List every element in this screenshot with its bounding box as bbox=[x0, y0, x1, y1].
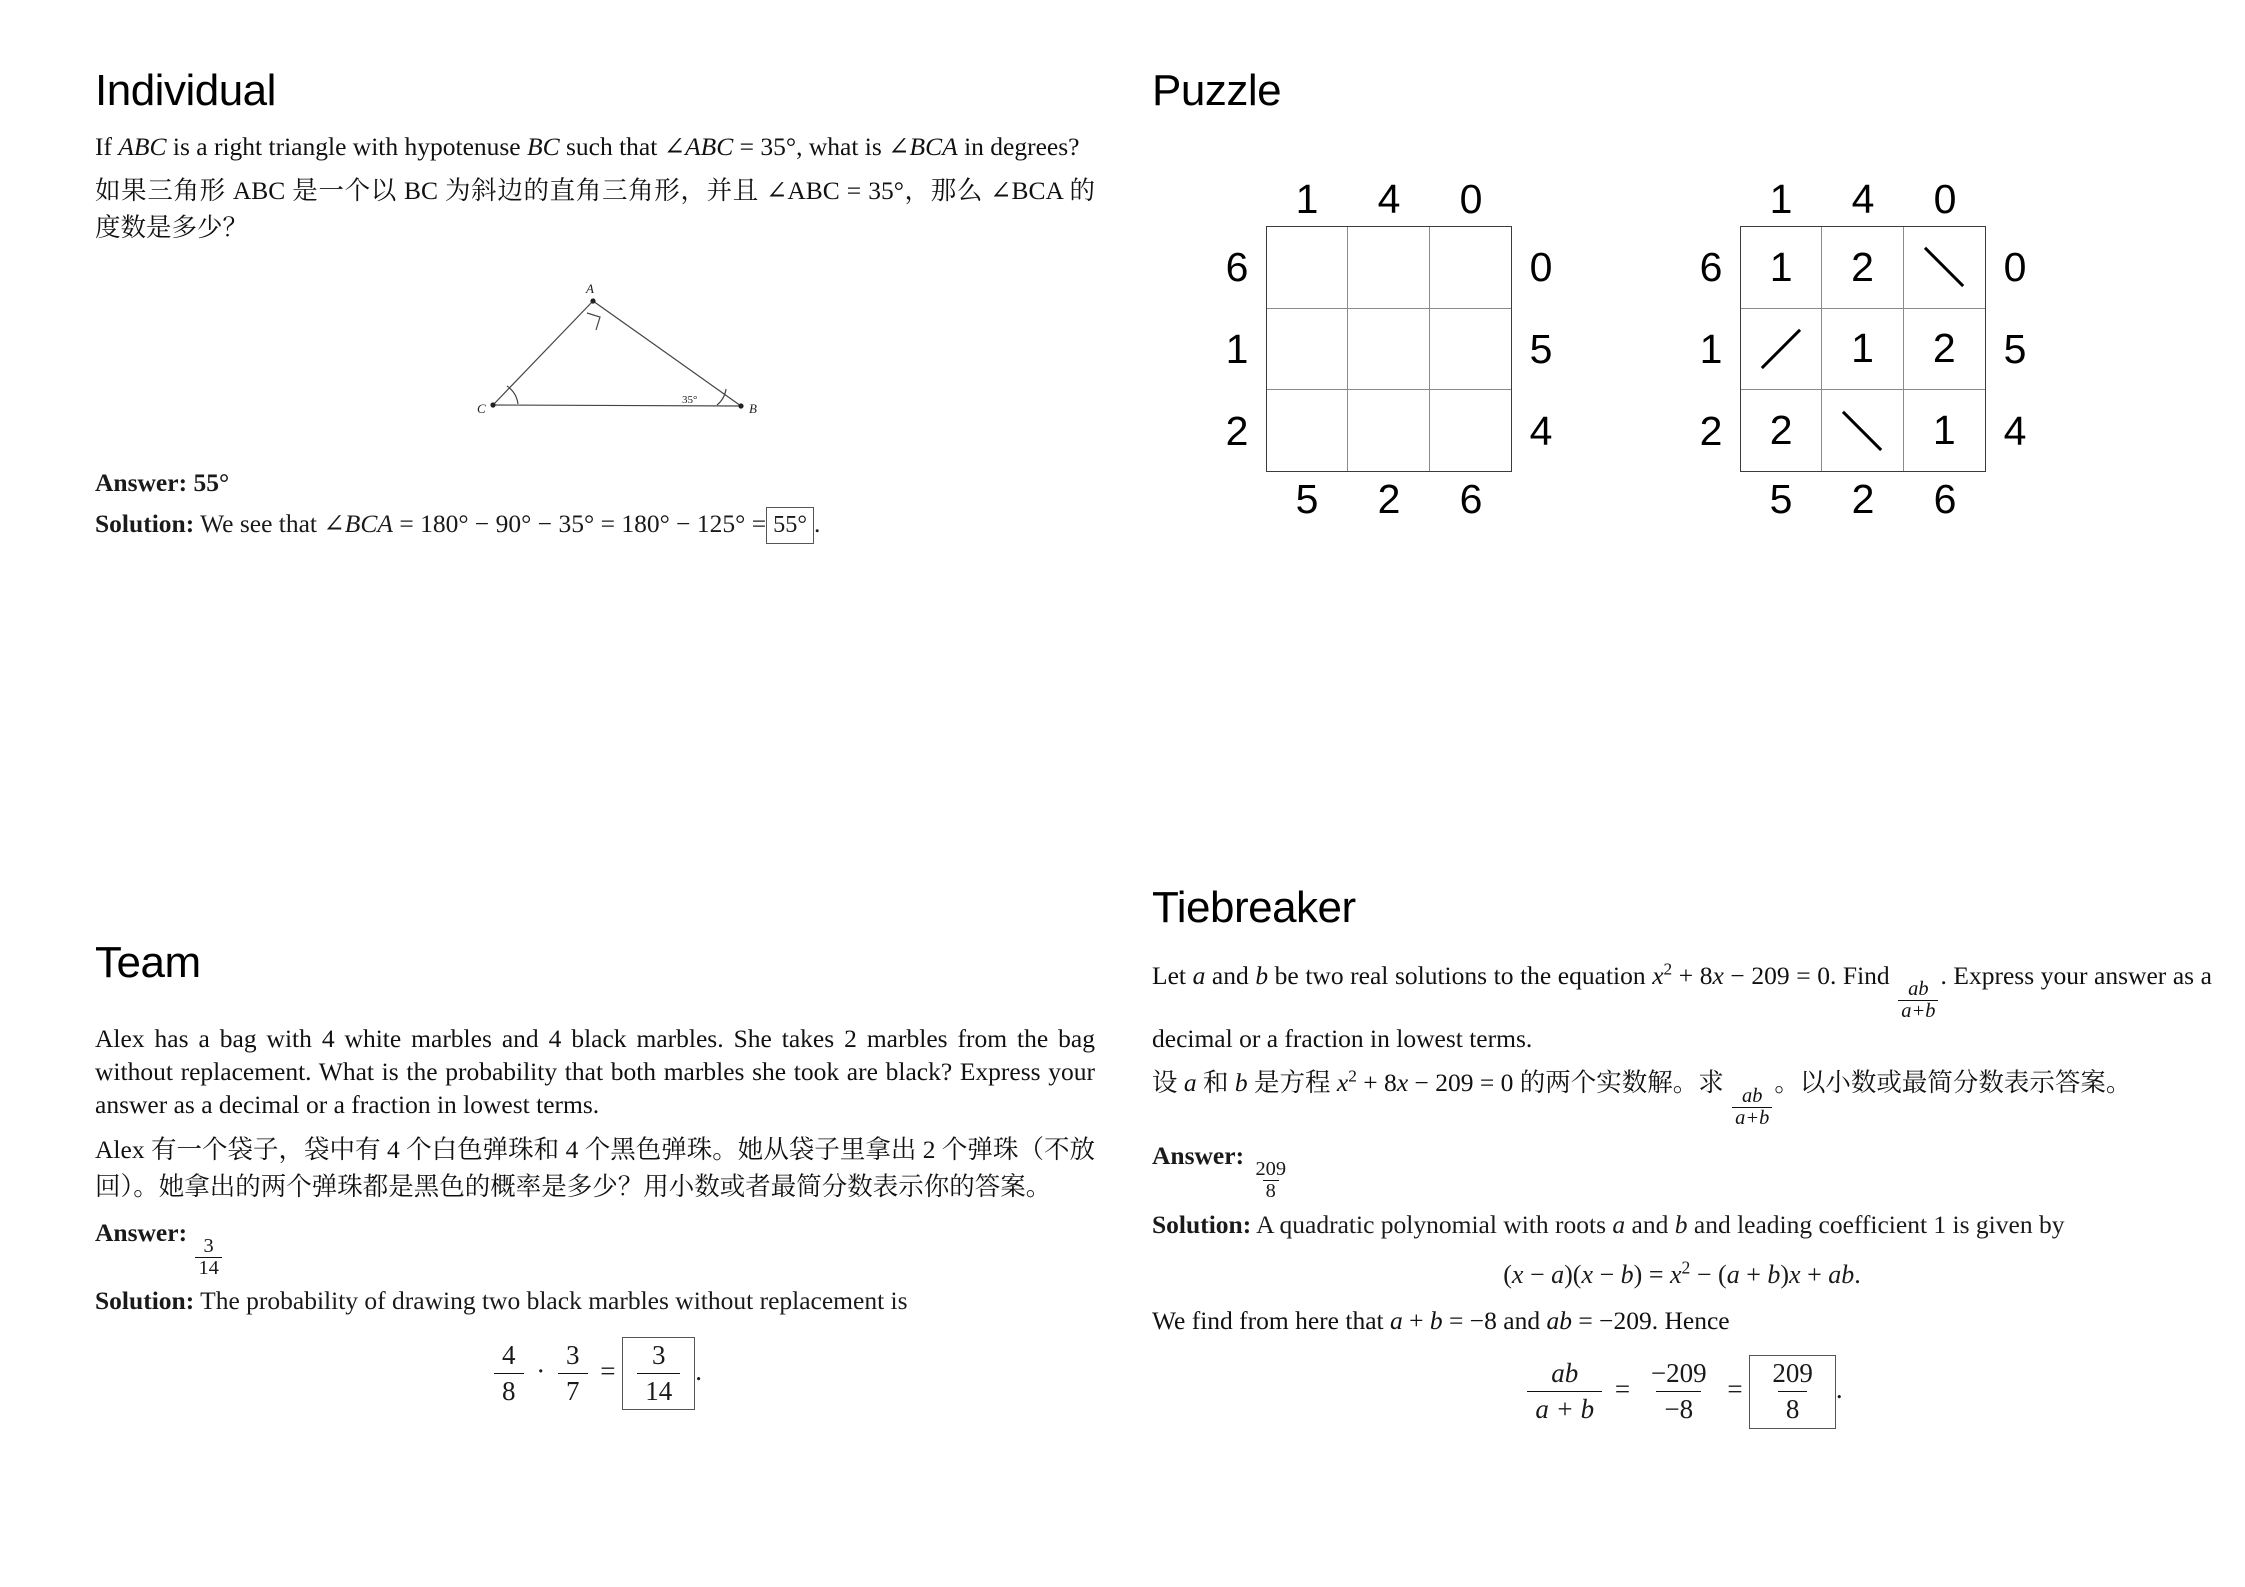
blank-left-clue-1: 1 bbox=[1225, 325, 1249, 372]
tiebreaker-heading: Tiebreaker bbox=[1152, 883, 1356, 932]
solved-right-clues bbox=[2004, 226, 2027, 472]
team-answer-den: 14 bbox=[195, 1257, 221, 1279]
team-solution-text: The probability of drawing two black marbles without replacement is bbox=[200, 1286, 908, 1316]
solved-cell-2-0[interactable]: 2 bbox=[1741, 390, 1822, 471]
blank-cell-0-0[interactable] bbox=[1267, 227, 1348, 308]
tiebreaker-eq-mid bbox=[1643, 1358, 1715, 1425]
blank-right-clue-2: 4 bbox=[1529, 407, 1553, 454]
team-eq-f1-den: 8 bbox=[494, 1373, 524, 1407]
individual-solution-line bbox=[95, 507, 1095, 544]
solved-bottom-clue-1: 2 bbox=[1851, 475, 1875, 522]
solved-cell-2-2[interactable]: 1 bbox=[1932, 407, 1956, 454]
team-problem-en: Alex has a bag with 4 white marbles and 4 black marbles. She takes 2 marbles from the bag without replacement. What is the probability that both marbles she took are black? Express your answer as a decimal or a fraction in lowest terms. bbox=[95, 1024, 1095, 1120]
team-answer-fraction bbox=[195, 1236, 221, 1279]
tiebreaker-eq-period: . bbox=[1835, 1374, 1843, 1405]
tiebreaker-problem-zh: 设 a 和 b 是方程 $x^2 + 8x - 209 = 0$ 的两个实数解。求 $\frac{ab}{a+b}$ 。以小数或最简分数表示答案。 bbox=[1152, 1066, 2132, 1130]
team-eq-equals: = bbox=[600, 1355, 616, 1386]
triangle-label-b: B bbox=[749, 401, 757, 417]
individual-answer-line bbox=[95, 466, 1095, 500]
tiebreaker-eq-equals-1: = bbox=[1614, 1374, 1631, 1405]
blank-cell-2-2[interactable] bbox=[1430, 390, 1511, 471]
individual-solution-period: . bbox=[814, 508, 821, 538]
blank-cell-2-0[interactable] bbox=[1267, 390, 1348, 471]
tiebreaker-problem-en: Let a and b be two real solutions to the equation $x^2 + 8x - 209 = 0$. Find $\frac{ab}{a+b}$ . Express your answer as a decimal or a fraction in lowest terms. bbox=[1152, 959, 2212, 1054]
solved-right-clue-0: 0 bbox=[2003, 243, 2027, 290]
tiebreaker-inline-frac: $\frac{ab}{a+b}$ bbox=[1898, 979, 1938, 1022]
tiebreaker-display-eq-2 bbox=[1152, 1355, 2212, 1428]
solved-left-clue-2: 2 bbox=[1699, 407, 1723, 454]
tiebreaker-answer-label: Answer: bbox=[1152, 1141, 1245, 1171]
team-eq-frac2 bbox=[558, 1340, 588, 1407]
individual-solution-text: We see that bbox=[200, 508, 318, 538]
solved-cell-0-2[interactable] bbox=[1904, 227, 1985, 308]
team-answer-label: Answer: bbox=[95, 1217, 188, 1247]
puzzle-solved-grid bbox=[1682, 172, 2044, 526]
individual-answer-label: Answer: bbox=[95, 468, 188, 498]
team-eq-result-den: 14 bbox=[637, 1373, 680, 1407]
blank-cell-1-1[interactable] bbox=[1348, 309, 1429, 390]
solved-cell-0-0[interactable]: 1 bbox=[1741, 227, 1822, 308]
tiebreaker-eq-result-den: 8 bbox=[1778, 1391, 1808, 1425]
individual-solution-label: Solution: bbox=[95, 508, 195, 538]
blank-top-clues bbox=[1266, 175, 1512, 222]
solved-top-clue-1: 4 bbox=[1851, 175, 1875, 222]
blank-left-clue-2: 2 bbox=[1225, 407, 1249, 454]
blank-cell-0-2[interactable] bbox=[1430, 227, 1511, 308]
blank-cell-0-1[interactable] bbox=[1348, 227, 1429, 308]
tiebreaker-solution-line-1 bbox=[1152, 1208, 2212, 1242]
solved-bottom-clue-0: 5 bbox=[1769, 475, 1793, 522]
blank-top-clue-0: 1 bbox=[1295, 175, 1319, 222]
solved-left-clue-0: 6 bbox=[1699, 243, 1723, 290]
puzzle-grids bbox=[1152, 172, 2212, 526]
solved-right-clue-2: 4 bbox=[2003, 407, 2027, 454]
team-answer-line bbox=[95, 1216, 1095, 1279]
blank-cell-1-0[interactable] bbox=[1267, 309, 1348, 390]
blank-top-clue-2: 0 bbox=[1459, 175, 1483, 222]
team-eq-f1-num: 4 bbox=[502, 1339, 516, 1370]
tiebreaker-inline-frac-zh: $\frac{ab}{a+b}$ bbox=[1732, 1086, 1772, 1129]
triangle-figure bbox=[95, 273, 1095, 458]
solved-top-clue-2: 0 bbox=[1933, 175, 1957, 222]
tiebreaker-eq-mid-num: −209 bbox=[1650, 1358, 1707, 1389]
tiebreaker-display-eq-1: $(x - a)(x - b) = x^2 - (a + b)x$ + ab. bbox=[1503, 1257, 1861, 1290]
team-eq-period: . bbox=[695, 1355, 702, 1386]
solved-cell-1-1[interactable]: 1 bbox=[1822, 309, 1903, 390]
triangle-label-a: A bbox=[586, 281, 594, 297]
tiebreaker-answer-fraction bbox=[1252, 1159, 1289, 1202]
individual-problem-en: If ABC is a right triangle with hypotenuse BC such that ∠ABC = 35°, what is ∠BCA in degrees? bbox=[95, 132, 1080, 162]
section-team bbox=[95, 940, 1095, 1420]
tiebreaker-solution-text-1: A quadratic polynomial with roots a and b and leading coefficient 1 is given by bbox=[1256, 1209, 2065, 1239]
team-eq-f2-num: 3 bbox=[566, 1339, 580, 1370]
solved-cell-0-1[interactable]: 2 bbox=[1822, 227, 1903, 308]
solved-cell-2-1[interactable] bbox=[1822, 390, 1903, 471]
backslash-icon bbox=[1842, 410, 1882, 450]
tiebreaker-eq-equals-2: = bbox=[1727, 1374, 1743, 1405]
team-display-equation bbox=[95, 1337, 1095, 1410]
tiebreaker-solution-text-2: We find from here that a + b = −8 and ab = −209. Hence bbox=[1152, 1306, 1730, 1336]
team-solution-line bbox=[95, 1284, 1095, 1318]
team-solution-label: Solution: bbox=[95, 1286, 195, 1316]
blank-cell-1-2[interactable] bbox=[1430, 309, 1511, 390]
blank-left-clues bbox=[1226, 226, 1249, 472]
solved-cell-1-2[interactable]: 2 bbox=[1904, 309, 1985, 390]
individual-heading: Individual bbox=[95, 66, 276, 115]
tiebreaker-answer-line bbox=[1152, 1139, 2212, 1202]
individual-solution-expr: ∠BCA = 180° − 90° − 35° = 180° − 125° = bbox=[323, 508, 767, 538]
tiebreaker-eq-result-frac bbox=[1764, 1358, 1821, 1425]
team-eq-f2-den: 7 bbox=[558, 1373, 588, 1407]
solved-left-clue-1: 1 bbox=[1699, 325, 1723, 372]
tiebreaker-answer-num: 209 bbox=[1255, 1158, 1287, 1181]
blank-right-clues bbox=[1530, 226, 1553, 472]
blank-cell-2-1[interactable] bbox=[1348, 390, 1429, 471]
solved-top-clues bbox=[1740, 175, 1986, 222]
team-eq-boxed-result bbox=[622, 1337, 695, 1410]
tiebreaker-solution-label: Solution: bbox=[1152, 1209, 1252, 1239]
blank-bottom-clue-2: 6 bbox=[1459, 475, 1483, 522]
tiebreaker-eq-lhs bbox=[1527, 1358, 1602, 1425]
section-tiebreaker bbox=[1152, 885, 2212, 1439]
label-bc: BC bbox=[527, 132, 560, 162]
team-answer-num: 3 bbox=[203, 1234, 214, 1257]
blank-top-clue-1: 4 bbox=[1377, 175, 1401, 222]
team-problem-zh: Alex 有一个袋子，袋中有 4 个白色弹珠和 4 个黑色弹珠。她从袋子里拿出 2 个弹珠（不放回）。她拿出的两个弹珠都是黑色的概率是多少？用小数或者最简分数表示你的答案。 bbox=[95, 1134, 1095, 1201]
blank-bottom-clues bbox=[1266, 475, 1512, 522]
section-puzzle bbox=[1152, 68, 2212, 526]
tiebreaker-eq-boxed-result bbox=[1749, 1355, 1836, 1428]
blank-grid-body[interactable] bbox=[1266, 226, 1512, 472]
triangle-svg bbox=[385, 273, 805, 458]
puzzle-blank-grid bbox=[1208, 172, 1570, 526]
tiebreaker-answer-den: 8 bbox=[1263, 1180, 1279, 1202]
individual-answer-value: 55° bbox=[193, 468, 230, 498]
solved-bottom-clue-2: 6 bbox=[1933, 475, 1957, 522]
forwardslash-icon bbox=[1761, 328, 1801, 368]
blank-bottom-clue-0: 5 bbox=[1295, 475, 1319, 522]
team-eq-result-frac bbox=[637, 1340, 680, 1407]
tiebreaker-eq-mid-den: −8 bbox=[1656, 1391, 1701, 1425]
triangle-angle-label: 35° bbox=[682, 394, 698, 407]
individual-boxed-answer: 55° bbox=[766, 507, 814, 544]
solved-grid-body[interactable] bbox=[1740, 226, 1986, 472]
blank-bottom-clue-1: 2 bbox=[1377, 475, 1401, 522]
label-abc: ABC bbox=[118, 132, 167, 162]
solved-left-clues bbox=[1700, 226, 1723, 472]
section-individual bbox=[95, 68, 1095, 548]
solved-top-clue-0: 1 bbox=[1769, 175, 1793, 222]
blank-right-clue-1: 5 bbox=[1529, 325, 1553, 372]
solved-right-clue-1: 5 bbox=[2003, 325, 2027, 372]
tiebreaker-eq-result-num: 209 bbox=[1772, 1358, 1813, 1389]
team-heading: Team bbox=[95, 938, 201, 987]
backslash-icon bbox=[1924, 247, 1964, 287]
team-eq-result-num: 3 bbox=[651, 1339, 666, 1370]
tiebreaker-eq-lhs-den: a + b bbox=[1527, 1391, 1602, 1425]
solved-bottom-clues bbox=[1740, 475, 1986, 522]
solved-cell-1-0[interactable] bbox=[1741, 309, 1822, 390]
blank-right-clue-0: 0 bbox=[1529, 243, 1553, 290]
team-eq-frac1 bbox=[494, 1340, 524, 1407]
puzzle-heading: Puzzle bbox=[1152, 66, 1282, 115]
team-eq-dot: · bbox=[536, 1355, 546, 1386]
individual-problem-zh: 如果三角形 ABC 是一个以 BC 为斜边的直角三角形，并且 ∠ABC = 35°，那么 ∠BCA 的度数是多少？ bbox=[95, 176, 1095, 243]
triangle-label-c: C bbox=[477, 401, 486, 417]
blank-left-clue-0: 6 bbox=[1225, 243, 1249, 290]
tiebreaker-eq-lhs-num: ab bbox=[1551, 1358, 1579, 1389]
